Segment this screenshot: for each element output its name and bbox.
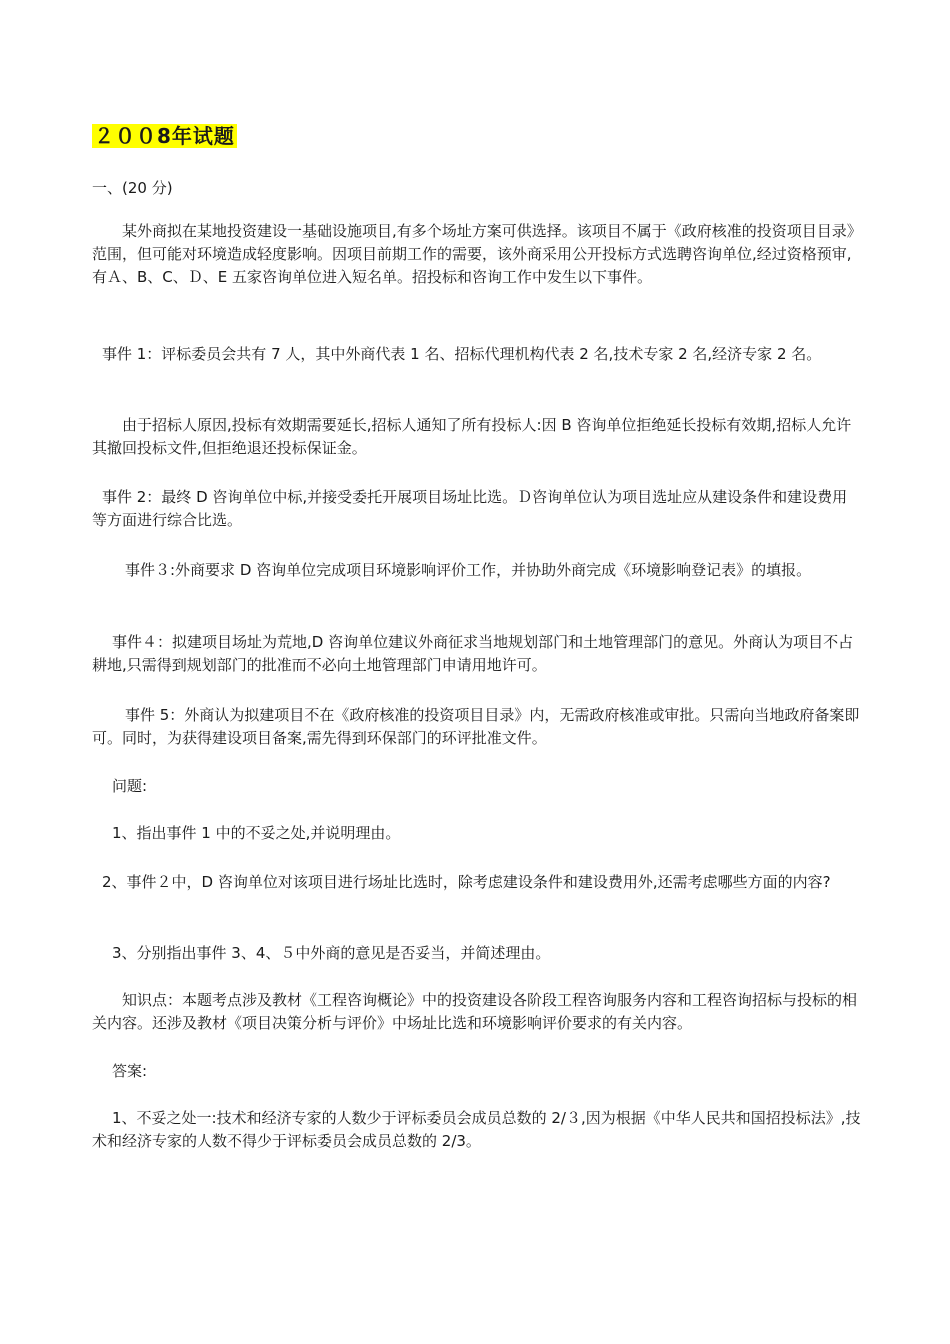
event5-paragraph: 事件 5：外商认为拟建项目不在《政府核准的投资项目目录》内，无需政府核准或审批。只需向当地政府备案即可。同时，为获得建设项目备案,需先得到环保部门的环评批准文件。	[92, 706, 860, 747]
questions-label: 问题:	[112, 777, 148, 795]
answer-label: 答案:	[112, 1062, 148, 1080]
event2-paragraph: 事件 2：最终 D 咨询单位中标,并接受委托开展项目场址比选。Ｄ咨询单位认为项目选址应从建设条件和建设费用等方面进行综合比选。	[92, 488, 848, 529]
event1-continuation-paragraph: 由于招标人原因,投标有效期需要延长,招标人通知了所有投标人:因 B 咨询单位拒绝延长投标有效期,招标人允许其撤回投标文件,但拒绝退还投标保证金。	[92, 416, 852, 457]
section-heading: 一、(20 分)	[92, 179, 173, 197]
intro-paragraph: 某外商拟在某地投资建设一基础设施项目,有多个场址方案可供选择。该项目不属于《政府核准的投资项目目录》范围，但可能对环境造成轻度影响。因项目前期工作的需要，该外商采用公开投标方式选聘咨询单位,经过资格预审,有Ａ、B、C、Ｄ、E 五家咨询单位进入短名单。招投标和咨询工作中发生以下事件。	[92, 222, 862, 286]
question-2: 2、事件２中，D 咨询单位对该项目进行场址比选时，除考虑建设条件和建设费用外,还需考虑哪些方面的内容?	[102, 873, 831, 891]
event3-paragraph: 事件３:外商要求 D 咨询单位完成项目环境影响评价工作，并协助外商完成《环境影响登记表》的填报。	[125, 561, 812, 579]
knowledge-paragraph: 知识点：本题考点涉及教材《工程咨询概论》中的投资建设各阶段工程咨询服务内容和工程咨询招标与投标的相关内容。还涉及教材《项目决策分析与评价》中场址比选和环境影响评价要求的有关内容。	[92, 991, 858, 1032]
event4-paragraph: 事件４：拟建项目场址为荒地,D 咨询单位建议外商征求当地规划部门和土地管理部门的意见。外商认为项目不占耕地,只需得到规划部门的批准而不必向土地管理部门申请用地许可。	[92, 633, 854, 674]
question-3: 3、分别指出事件 3、4、５中外商的意见是否妥当，并简述理由。	[112, 944, 551, 962]
answer-1: 1、不妥之处一:技术和经济专家的人数少于评标委员会成员总数的 2/３,因为根据《中华人民共和国招投标法》,技术和经济专家的人数不得少于评标委员会成员总数的 2/3。	[92, 1109, 861, 1150]
page-title: ２００8年试题	[94, 124, 235, 148]
event1-paragraph: 事件 1：评标委员会共有 7 人，其中外商代表 1 名、招标代理机构代表 2 名,技术专家 2 名,经济专家 2 名。	[102, 345, 822, 363]
question-1: 1、指出事件 1 中的不妥之处,并说明理由。	[112, 824, 401, 842]
